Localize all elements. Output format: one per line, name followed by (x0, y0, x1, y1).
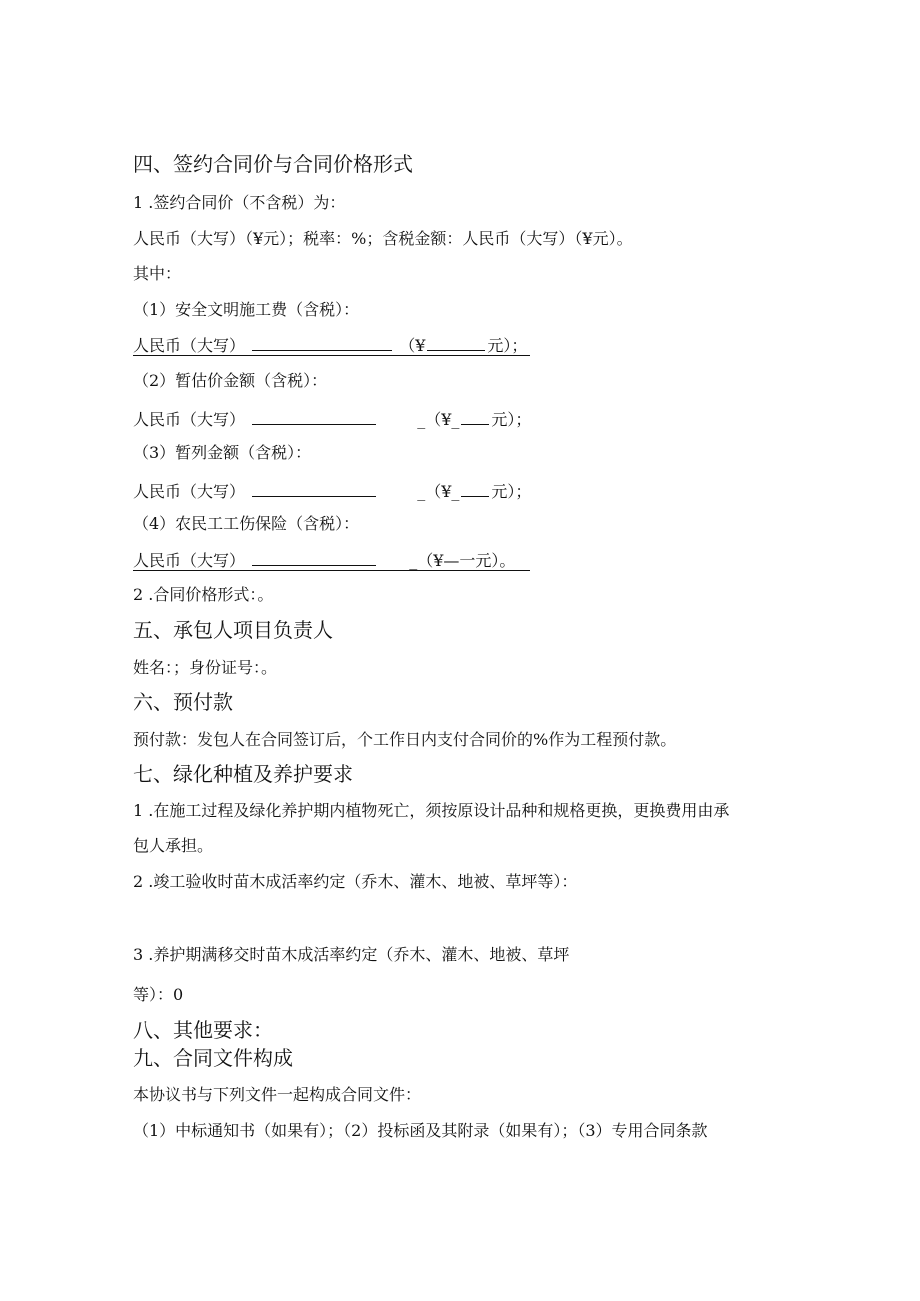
section-4-heading: 四、签约合同价与合同价格形式 (133, 152, 413, 176)
injury-insurance-yen: _（¥—一元）。 (409, 551, 516, 570)
safety-fee-prefix: 人民币（大写） (133, 336, 246, 355)
provisional-sum-yen-blank (461, 409, 489, 425)
injury-insurance-prefix: 人民币（大写） (133, 551, 246, 570)
section-6-heading: 六、预付款 (133, 690, 233, 714)
section-5-heading: 五、承包人项目负责人 (133, 618, 333, 642)
contract-price-item: 1 .签约合同价（不含税）为： (133, 193, 346, 212)
contingency-title: （3）暂列金额（含税）： (133, 443, 312, 462)
safety-fee-title: （1）安全文明施工费（含税）： (133, 300, 360, 319)
section-7-heading: 七、绿化种植及养护要求 (133, 762, 353, 786)
contract-documents-intro: 本协议书与下列文件一起构成合同文件： (133, 1085, 422, 1104)
safety-fee-amount-line (133, 335, 527, 356)
injury-insurance-title: （4）农民工工伤保险（含税）： (133, 514, 360, 533)
provisional-sum-suffix: 元）； (491, 410, 532, 429)
rule-bottom (133, 570, 530, 571)
planting-item-1b: 包人承担。 (133, 836, 214, 855)
safety-fee-yen: （¥ (399, 336, 426, 355)
contingency-yen-blank (461, 481, 489, 497)
provisional-sum-prefix: 人民币（大写） (133, 410, 246, 429)
planting-item-3b: 等）：0 (133, 985, 184, 1004)
price-line: 人民币（大写）（¥元）；税率：%；含税金额：人民币（大写）（¥元）。 (133, 229, 633, 248)
contingency-yen: _（¥_ (417, 482, 460, 501)
section-8-heading: 八、其他要求： (133, 1018, 273, 1042)
contingency-amount-line (133, 481, 531, 502)
rule-top (133, 355, 530, 356)
contingency-prefix: 人民币（大写） (133, 482, 246, 501)
contingency-blank (252, 481, 376, 497)
among-label: 其中： (133, 264, 182, 283)
provisional-sum-yen: _（¥_ (417, 410, 460, 429)
provisional-sum-blank (252, 409, 376, 425)
provisional-sum-title: （2）暂估价金额（含税）： (133, 371, 328, 390)
safety-fee-suffix: 元）； (487, 336, 528, 355)
planting-item-1a: 1 .在施工过程及绿化养护期内植物死亡，须按原设计品种和规格更换，更换费用由承 (133, 801, 730, 820)
safety-fee-yen-blank (427, 335, 485, 351)
injury-insurance-blank (252, 550, 376, 566)
planting-item-3a: 3 .养护期满移交时苗木成活率约定（乔木、灌木、地被、草坪 (133, 945, 570, 964)
safety-fee-blank (252, 335, 392, 351)
injury-insurance-amount-line (133, 550, 515, 571)
planting-item-2: 2 .竣工验收时苗木成活率约定（乔木、灌木、地被、草坪等）： (133, 872, 578, 891)
contingency-suffix: 元）； (491, 482, 532, 501)
manager-info-line: 姓名：；身份证号：。 (133, 658, 278, 677)
section-9-heading: 九、合同文件构成 (133, 1046, 293, 1070)
advance-payment-line: 预付款：发包人在合同签订后，个工作日内支付合同价的%作为工程预付款。 (133, 730, 677, 749)
contract-documents-list: （1）中标通知书（如果有）；（2）投标函及其附录（如果有）；（3）专用合同条款 (133, 1121, 708, 1140)
provisional-sum-amount-line (133, 409, 531, 430)
price-form-item: 2 .合同价格形式：。 (133, 585, 274, 604)
